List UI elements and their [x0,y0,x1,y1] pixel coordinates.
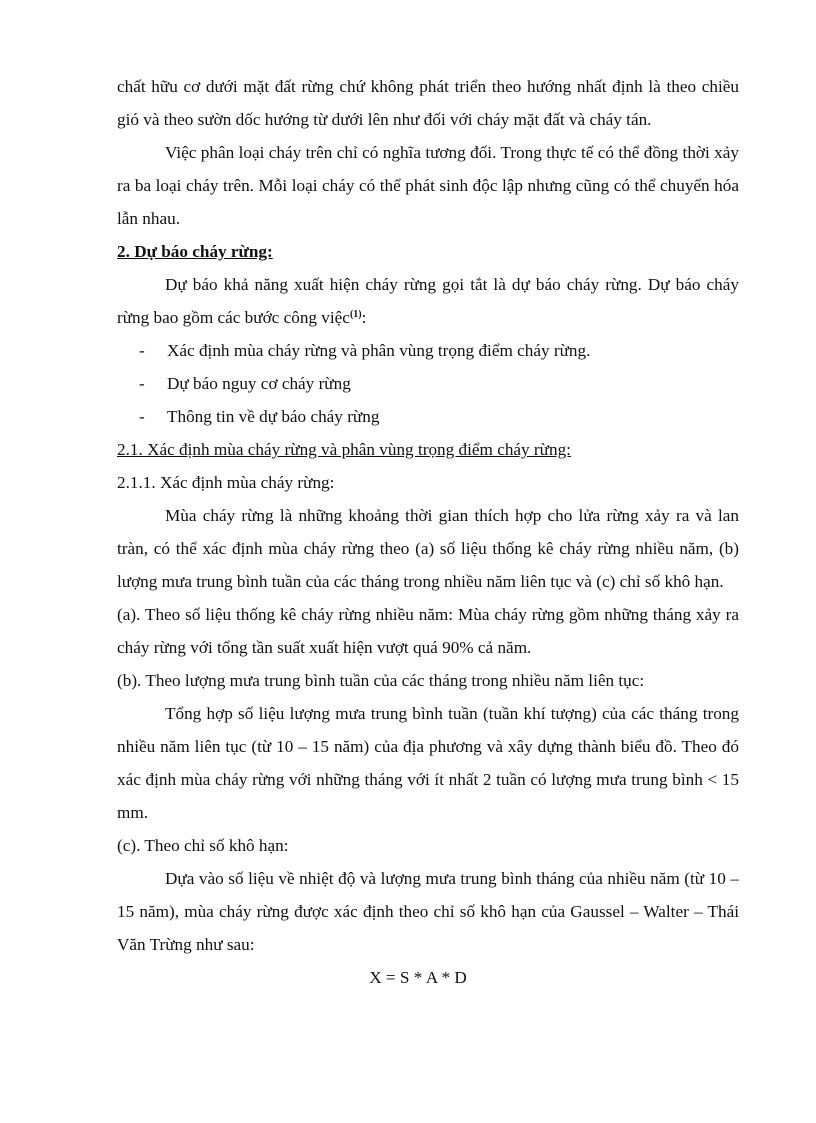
subsection-heading-2-1: 2.1. Xác định mùa cháy rừng và phân vùng trọng điểm cháy rừng: [117,440,571,459]
bullet-dash: - [139,341,145,360]
list-item-text: Xác định mùa cháy rừng và phân vùng trọng điểm cháy rừng. [167,341,591,360]
paragraph-dryness-index: Dựa vào số liệu về nhiệt độ và lượng mưa trung bình tháng của nhiều năm (từ 10 – 15 năm), mùa cháy rừng được xác định theo chỉ số khô hạn của Gaussel – Walter – Thái Văn Trừng như sau: [117,869,739,954]
paragraph-method-b: (b). Theo lượng mưa trung bình tuần của các tháng trong nhiều năm liên tục: [117,671,645,690]
formula: X = S * A * D [369,968,467,987]
forecast-steps-list [117,334,739,433]
section-heading-forecast: 2. Dự báo cháy rừng: [117,242,273,261]
paragraph-forecast-intro [117,268,739,334]
bullet-dash: - [139,374,145,393]
list-item [117,367,739,400]
subsection-heading-2-1-1: 2.1.1. Xác định mùa cháy rừng: [117,473,335,492]
paragraph-method-c: (c). Theo chỉ số khô hạn: [117,836,289,855]
paragraph-fire-classification: Việc phân loại cháy trên chỉ có nghĩa tương đối. Trong thực tế có thể đồng thời xảy ra ba loại cháy trên. Mỗi loại cháy có thể phát sinh độc lập nhưng cũng có thể chuyển hóa lẫn nhau. [117,143,739,228]
paragraph-fire-season-definition: Mùa cháy rừng là những khoảng thời gian thích hợp cho lửa rừng xảy ra và lan tràn, có thể xác định mùa cháy rừng theo (a) số liệu thống kê cháy rừng nhiều năm, (b) lượng mưa trung bình tuần của các tháng trong nhiều năm liên tục và (c) chỉ số khô hạn. [117,506,739,591]
list-item [117,334,739,367]
forecast-intro-text: Dự báo khả năng xuất hiện cháy rừng gọi tắt là dự báo cháy rừng. Dự báo cháy rừng bao gồm các bước công việc [117,275,739,327]
forecast-intro-colon: : [361,308,367,327]
paragraph-rainfall-analysis: Tổng hợp số liệu lượng mưa trung bình tuần (tuần khí tượng) của các tháng trong nhiều năm liên tục (từ 10 – 15 năm) của địa phương và xây dựng thành biểu đồ. Theo đó xác định mùa cháy rừng với những tháng với ít nhất 2 tuần có lượng mưa trung bình < 15 mm. [117,704,739,822]
footnote-reference: (1) [349,309,362,320]
bullet-dash: - [139,407,145,426]
list-item [117,400,739,433]
paragraph-method-a: (a). Theo số liệu thống kê cháy rừng nhiều năm: Mùa cháy rừng gồm những tháng xảy ra cháy rừng với tổng tần suất xuất hiện vượt quá 90% cả năm. [117,605,739,657]
list-item-text: Dự báo nguy cơ cháy rừng [167,374,351,393]
paragraph-fire-spread: chất hữu cơ dưới mặt đất rừng chứ không phát triển theo hướng nhất định là theo chiều gió và theo sườn dốc hướng từ dưới lên như đối với cháy mặt đất và cháy tán. [117,77,739,129]
document-page [117,70,739,994]
list-item-text: Thông tin về dự báo cháy rừng [167,407,380,426]
